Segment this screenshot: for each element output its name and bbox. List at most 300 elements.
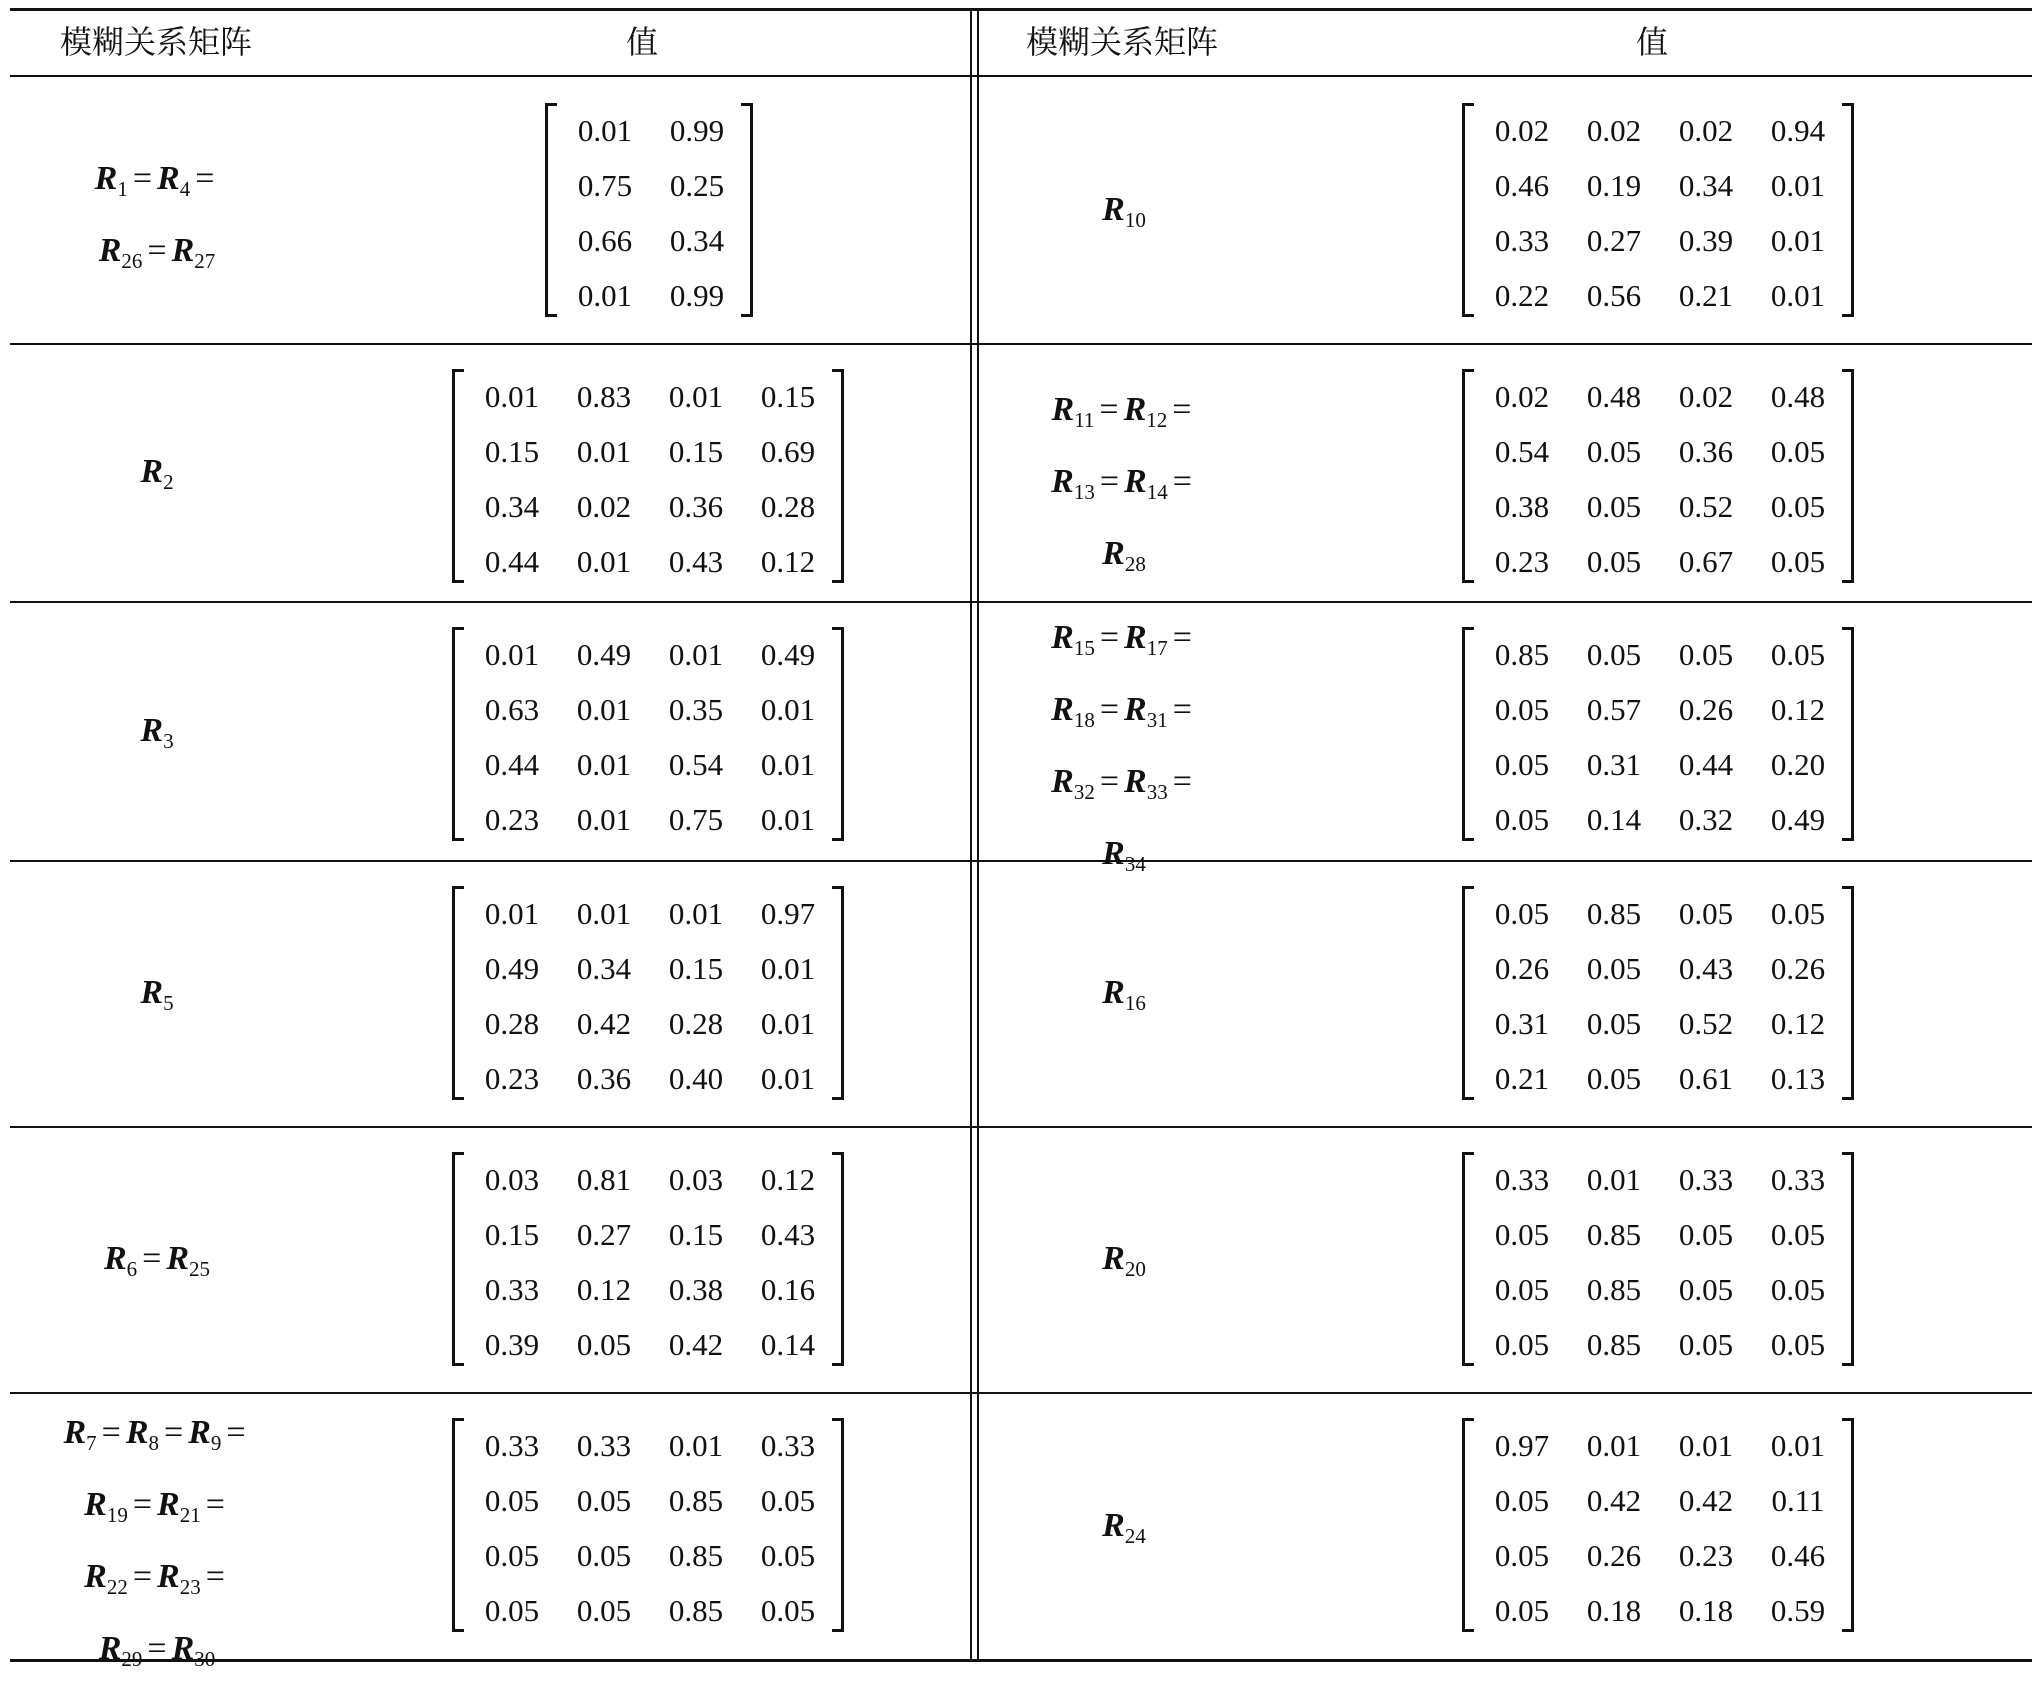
matrix-index: 13 [1073, 480, 1095, 504]
equals-sign: = [1099, 691, 1119, 728]
matrix-cell: 0.59 [1770, 1593, 1826, 1628]
matrix-cell: 0.02 [1494, 113, 1550, 148]
row-separator-rule [10, 343, 2032, 345]
matrix-index: 31 [1146, 708, 1168, 732]
matrix-symbol: $R_{25}$ [166, 1240, 211, 1281]
matrix-symbol: $R_{24}$ [1102, 1507, 1146, 1548]
matrix-cell: 0.01 [1770, 278, 1826, 313]
matrix-index: 11 [1074, 408, 1095, 432]
equals-sign: = [147, 1630, 167, 1667]
equals-sign: = [195, 160, 215, 197]
matrix-cell: 0.02 [1678, 113, 1734, 148]
matrix-cell: 0.23 [1678, 1538, 1734, 1573]
matrix-cell: 0.54 [1494, 434, 1550, 469]
matrix-symbol: $R_{20}$ [1102, 1240, 1146, 1281]
matrix-label [974, 1228, 1274, 1300]
matrix-cell: 0.01 [668, 896, 724, 931]
matrix-cell: 0.01 [760, 802, 816, 837]
matrix-cell: 0.05 [484, 1483, 540, 1518]
matrix-label [7, 1228, 307, 1300]
matrix-cell: 0.02 [1494, 379, 1550, 414]
matrix-cell: 0.05 [1678, 1217, 1734, 1252]
matrix-label-line [7, 1618, 307, 1690]
matrix-cell: 0.97 [760, 896, 816, 931]
matrix-index: 8 [148, 1431, 159, 1455]
matrix-label [7, 148, 307, 292]
matrix-cell: 0.02 [576, 489, 632, 524]
matrix-cell: 0.13 [1770, 1061, 1826, 1096]
matrix-cell: 0.26 [1678, 692, 1734, 727]
header-right-value: 值 [1636, 23, 1669, 61]
matrix-cell: 0.05 [1494, 747, 1550, 782]
matrix-cell: 0.63 [484, 692, 540, 727]
matrix-cell: 0.14 [760, 1327, 816, 1362]
table-top-rule [10, 8, 2032, 11]
matrix-cell: 0.54 [668, 747, 724, 782]
matrix-index: 34 [1124, 852, 1146, 876]
matrix-label [7, 700, 307, 772]
matrix-cell: 0.18 [1586, 1593, 1642, 1628]
matrix-cell: 0.20 [1770, 747, 1826, 782]
matrix-cell: 0.83 [576, 379, 632, 414]
row-separator-rule [10, 1126, 2032, 1128]
matrix-label-line [974, 179, 1274, 251]
matrix-cell: 0.05 [1770, 434, 1826, 469]
matrix-index: 1 [117, 177, 128, 201]
matrix-label [7, 1402, 307, 1690]
matrix-cell: 0.34 [1678, 168, 1734, 203]
matrix-cell: 0.01 [484, 637, 540, 672]
matrix-cell: 0.16 [760, 1272, 816, 1307]
matrix-index: 10 [1124, 208, 1146, 232]
matrix-cell: 0.11 [1771, 1483, 1825, 1518]
matrix-cell: 0.32 [1678, 802, 1734, 837]
matrix-cell: 0.75 [577, 168, 633, 203]
matrix-cell: 0.15 [668, 434, 724, 469]
matrix-cell: 0.85 [668, 1483, 724, 1518]
matrix-label-line [974, 679, 1274, 751]
matrix-cell: 0.27 [576, 1217, 632, 1252]
left-bracket [452, 1152, 464, 1366]
matrix-cell: 0.35 [668, 692, 724, 727]
matrix-label-line [974, 523, 1274, 595]
matrix-cell: 0.05 [1494, 1327, 1550, 1362]
row-separator-rule [10, 1392, 2032, 1394]
matrix-cell: 0.01 [576, 434, 632, 469]
matrix-cell: 0.15 [484, 1217, 540, 1252]
matrix-label [7, 441, 307, 513]
matrix-symbol: $R_{11}$ [1051, 391, 1095, 432]
matrix-cell: 0.25 [669, 168, 725, 203]
matrix-symbol: $R_{19}$ [84, 1486, 128, 1527]
matrix-symbol: $R_3$ [140, 712, 174, 753]
matrix-cell: 0.57 [1586, 692, 1642, 727]
matrix-cell: 0.05 [1494, 1483, 1550, 1518]
matrix-index: 24 [1124, 1524, 1146, 1548]
equals-sign: = [1172, 763, 1192, 800]
matrix-cell: 0.33 [1770, 1162, 1826, 1197]
matrix-values [1462, 1152, 1854, 1366]
matrix-cell: 0.34 [576, 951, 632, 986]
matrix-cell: 0.39 [484, 1327, 540, 1362]
matrix-cell: 0.49 [576, 637, 632, 672]
equals-sign: = [1099, 619, 1119, 656]
matrix-cell: 0.01 [1586, 1162, 1642, 1197]
header-right-label: 模糊关系矩阵 [1026, 23, 1219, 61]
matrix-symbol: $R_4$ [157, 160, 191, 201]
matrix-symbol: $R_{14}$ [1124, 463, 1168, 504]
left-bracket [1462, 1152, 1474, 1366]
equals-sign: = [1172, 463, 1192, 500]
equals-sign: = [142, 1240, 162, 1277]
matrix-cell: 0.05 [1770, 637, 1826, 672]
matrix-cell: 0.05 [1770, 896, 1826, 931]
matrix-cell: 0.66 [577, 223, 633, 258]
matrix-symbol: $R_{23}$ [157, 1558, 201, 1599]
left-bracket [452, 1418, 464, 1632]
matrix-cell: 0.49 [760, 637, 816, 672]
matrix-cell: 0.33 [1678, 1162, 1734, 1197]
matrix-cell: 0.48 [1770, 379, 1826, 414]
matrix-symbol: $R_{18}$ [1051, 691, 1095, 732]
matrix-cell: 0.05 [1586, 434, 1642, 469]
matrix-index: 9 [210, 1431, 222, 1455]
matrix-symbol: $R_{13}$ [1051, 463, 1095, 504]
matrix-symbol: $R_8$ [125, 1414, 159, 1455]
equals-sign: = [132, 1486, 152, 1523]
matrix-values [452, 1418, 844, 1632]
matrix-cell: 0.48 [1586, 379, 1642, 414]
matrix-cell: 0.05 [1586, 544, 1642, 579]
matrix-label-line [7, 962, 307, 1034]
matrix-cell: 0.05 [576, 1483, 632, 1518]
matrix-index: 29 [121, 1647, 143, 1671]
matrix-symbol: $R_{27}$ [171, 232, 216, 273]
matrix-cell: 0.36 [1678, 434, 1734, 469]
matrix-cell: 0.01 [760, 692, 816, 727]
table-bottom-rule [10, 1659, 2032, 1662]
matrix-label-line [7, 700, 307, 772]
matrix-cell: 0.34 [484, 489, 540, 524]
equals-sign: = [226, 1414, 246, 1451]
matrix-cell: 0.15 [484, 434, 540, 469]
matrix-cell: 0.12 [760, 544, 816, 579]
matrix-cell: 0.42 [668, 1327, 724, 1362]
matrix-index: 20 [1124, 1257, 1146, 1281]
matrix-cell: 0.99 [669, 278, 725, 313]
matrix-cell: 0.01 [1586, 1428, 1642, 1463]
matrix-index: 2 [163, 470, 174, 494]
matrix-index: 22 [106, 1575, 128, 1599]
matrix-cell: 0.67 [1678, 544, 1734, 579]
matrix-symbol: $R_{29}$ [98, 1630, 143, 1671]
matrix-cell: 0.05 [760, 1483, 816, 1518]
left-bracket [1462, 369, 1474, 583]
matrix-cell: 0.05 [1770, 544, 1826, 579]
matrix-cell: 0.01 [576, 544, 632, 579]
equals-sign: = [1172, 691, 1192, 728]
matrix-cell: 0.23 [484, 802, 540, 837]
matrix-label [974, 379, 1274, 595]
matrix-cell: 0.15 [760, 379, 816, 414]
matrix-cell: 0.40 [668, 1061, 724, 1096]
matrix-cell: 0.61 [1678, 1061, 1734, 1096]
matrix-cell: 0.01 [760, 747, 816, 782]
matrix-cell: 0.36 [668, 489, 724, 524]
matrix-cell: 0.94 [1770, 113, 1826, 148]
matrix-cell: 0.01 [484, 379, 540, 414]
matrix-cell: 0.05 [576, 1327, 632, 1362]
matrix-cell: 0.05 [1770, 1327, 1826, 1362]
matrix-cell: 0.21 [1494, 1061, 1550, 1096]
matrix-symbol: $R_{22}$ [84, 1558, 128, 1599]
matrix-label [974, 962, 1274, 1034]
matrix-label-line [974, 607, 1274, 679]
matrix-cell: 0.43 [1678, 951, 1734, 986]
matrix-symbol: $R_2$ [140, 453, 174, 494]
matrix-label-line [7, 148, 307, 220]
matrix-cell: 0.42 [1678, 1483, 1734, 1518]
matrix-symbol: $R_{34}$ [1102, 835, 1146, 876]
matrix-cell: 0.52 [1678, 489, 1734, 524]
matrix-cell: 0.99 [669, 113, 725, 148]
matrix-cell: 0.34 [669, 223, 725, 258]
matrix-cell: 0.01 [576, 692, 632, 727]
matrix-symbol: $R_{32}$ [1051, 763, 1095, 804]
matrix-cell: 0.33 [1494, 223, 1550, 258]
matrix-cell: 0.12 [1770, 1006, 1826, 1041]
matrix-cell: 0.85 [1586, 896, 1642, 931]
matrix-index: 18 [1073, 708, 1095, 732]
matrix-index: 6 [126, 1257, 138, 1281]
matrix-cell: 0.05 [1494, 896, 1550, 931]
matrix-cell: 0.33 [760, 1428, 816, 1463]
matrix-cell: 0.05 [484, 1538, 540, 1573]
matrix-values [452, 627, 844, 841]
left-bracket [1462, 103, 1474, 317]
matrix-cell: 0.23 [1494, 544, 1550, 579]
matrix-cell: 0.19 [1586, 168, 1642, 203]
matrix-cell: 0.18 [1678, 1593, 1734, 1628]
matrix-index: 21 [179, 1503, 201, 1527]
matrix-cell: 0.43 [668, 544, 724, 579]
matrix-cell: 0.05 [1770, 1272, 1826, 1307]
matrix-label-line [7, 1546, 307, 1618]
matrix-index: 5 [163, 991, 174, 1015]
matrix-values [1462, 1418, 1854, 1632]
matrix-cell: 0.05 [1770, 489, 1826, 524]
matrix-symbol: $R_{28}$ [1102, 535, 1146, 576]
matrix-cell: 0.01 [668, 379, 724, 414]
matrix-symbol: $R_{26}$ [98, 232, 143, 273]
matrix-cell: 0.01 [760, 1006, 816, 1041]
matrix-cell: 0.31 [1586, 747, 1642, 782]
matrix-cell: 0.01 [484, 896, 540, 931]
matrix-cell: 0.46 [1494, 168, 1550, 203]
row-separator-rule [10, 601, 2032, 603]
matrix-symbol: $R_9$ [188, 1414, 222, 1455]
left-bracket [545, 103, 557, 317]
matrix-cell: 0.43 [760, 1217, 816, 1252]
matrix-cell: 0.05 [760, 1593, 816, 1628]
equals-sign: = [205, 1558, 225, 1595]
matrix-label-line [974, 751, 1274, 823]
left-bracket [1462, 627, 1474, 841]
matrix-index: 3 [163, 729, 174, 753]
matrix-cell: 0.01 [1678, 1428, 1734, 1463]
matrix-cell: 0.26 [1494, 951, 1550, 986]
matrix-symbol: $R_7$ [63, 1414, 97, 1455]
equals-sign: = [1172, 619, 1192, 656]
matrix-cell: 0.01 [576, 802, 632, 837]
matrix-cell: 0.28 [760, 489, 816, 524]
matrix-index: 32 [1073, 780, 1095, 804]
header-left-value: 值 [626, 23, 659, 61]
matrix-label-line [7, 1228, 307, 1300]
matrix-cell: 0.44 [484, 747, 540, 782]
matrix-cell: 0.05 [1586, 1006, 1642, 1041]
matrix-values [545, 103, 753, 317]
column-divider-line [970, 8, 972, 1662]
matrix-label [974, 179, 1274, 251]
matrix-cell: 0.49 [484, 951, 540, 986]
matrix-symbol: $R_6$ [103, 1240, 138, 1281]
matrix-cell: 0.42 [1586, 1483, 1642, 1518]
equals-sign: = [164, 1414, 184, 1451]
equals-sign: = [1172, 391, 1192, 428]
matrix-cell: 0.26 [1770, 951, 1826, 986]
matrix-cell: 0.05 [1770, 1217, 1826, 1252]
matrix-cell: 0.69 [760, 434, 816, 469]
matrix-cell: 0.03 [484, 1162, 540, 1197]
matrix-cell: 0.12 [576, 1272, 632, 1307]
matrix-cell: 0.33 [576, 1428, 632, 1463]
matrix-cell: 0.05 [1678, 637, 1734, 672]
equals-sign: = [132, 1558, 152, 1595]
matrix-cell: 0.05 [1678, 1272, 1734, 1307]
matrix-cell: 0.01 [576, 747, 632, 782]
matrix-index: 16 [1124, 991, 1146, 1015]
matrix-cell: 0.01 [1770, 1428, 1826, 1463]
matrix-cell: 0.21 [1678, 278, 1734, 313]
equals-sign: = [1099, 391, 1119, 428]
matrix-cell: 0.01 [1770, 223, 1826, 258]
header-left-label: 模糊关系矩阵 [60, 23, 253, 61]
matrix-cell: 0.05 [1494, 692, 1550, 727]
matrix-index: 30 [194, 1647, 216, 1671]
matrix-values [1462, 627, 1854, 841]
matrix-cell: 0.01 [760, 1061, 816, 1096]
matrix-values [1462, 886, 1854, 1100]
matrix-cell: 0.28 [484, 1006, 540, 1041]
matrix-cell: 0.56 [1586, 278, 1642, 313]
matrix-cell: 0.15 [668, 1217, 724, 1252]
matrix-label-line [974, 379, 1274, 451]
matrix-label [7, 962, 307, 1034]
matrix-symbol: $R_{17}$ [1124, 619, 1168, 660]
matrix-cell: 0.85 [1586, 1327, 1642, 1362]
matrix-index: 33 [1146, 780, 1168, 804]
left-bracket [452, 627, 464, 841]
equals-sign: = [1099, 463, 1119, 500]
matrix-index: 14 [1146, 480, 1168, 504]
matrix-symbol: $R_1$ [94, 160, 128, 201]
matrix-cell: 0.26 [1586, 1538, 1642, 1573]
matrix-cell: 0.52 [1678, 1006, 1734, 1041]
matrix-cell: 0.85 [1494, 637, 1550, 672]
matrix-symbol: $R_{10}$ [1102, 191, 1146, 232]
left-bracket [1462, 886, 1474, 1100]
matrix-cell: 0.12 [760, 1162, 816, 1197]
matrix-cell: 0.05 [1494, 1272, 1550, 1307]
matrix-symbol: $R_{12}$ [1123, 391, 1168, 432]
matrix-cell: 0.44 [1678, 747, 1734, 782]
equals-sign: = [147, 232, 167, 269]
matrix-label-line [974, 1228, 1274, 1300]
matrix-index: 28 [1124, 552, 1146, 576]
matrix-cell: 0.05 [1494, 1217, 1550, 1252]
matrix-cell: 0.22 [1494, 278, 1550, 313]
matrix-cell: 0.44 [484, 544, 540, 579]
matrix-index: 27 [194, 249, 216, 273]
equals-sign: = [101, 1414, 121, 1451]
matrix-cell: 0.05 [1586, 1061, 1642, 1096]
matrix-cell: 0.33 [484, 1428, 540, 1463]
matrix-cell: 0.05 [1494, 1538, 1550, 1573]
matrix-cell: 0.01 [668, 637, 724, 672]
matrix-cell: 0.14 [1586, 802, 1642, 837]
matrix-symbol: $R_{31}$ [1124, 691, 1168, 732]
matrix-values [1462, 369, 1854, 583]
matrix-label-line [7, 441, 307, 513]
matrix-index: 15 [1073, 636, 1095, 660]
matrix-cell: 0.05 [1678, 1327, 1734, 1362]
matrix-cell: 0.36 [576, 1061, 632, 1096]
matrix-cell: 0.39 [1678, 223, 1734, 258]
matrix-index: 25 [189, 1257, 211, 1281]
matrix-cell: 0.05 [576, 1538, 632, 1573]
matrix-cell: 0.01 [668, 1428, 724, 1463]
equals-sign: = [205, 1486, 225, 1523]
matrix-cell: 0.97 [1494, 1428, 1550, 1463]
matrix-cell: 0.02 [1678, 379, 1734, 414]
left-bracket [452, 369, 464, 583]
matrix-label [974, 1495, 1274, 1567]
matrix-cell: 0.42 [576, 1006, 632, 1041]
left-bracket [1462, 1418, 1474, 1632]
matrix-values [452, 369, 844, 583]
matrix-cell: 0.33 [484, 1272, 540, 1307]
matrix-cell: 0.85 [1586, 1272, 1642, 1307]
matrix-cell: 0.05 [1494, 802, 1550, 837]
matrix-cell: 0.23 [484, 1061, 540, 1096]
matrix-index: 23 [179, 1575, 201, 1599]
left-bracket [452, 886, 464, 1100]
matrix-cell: 0.05 [1678, 896, 1734, 931]
matrix-cell: 0.01 [576, 896, 632, 931]
matrix-cell: 0.03 [668, 1162, 724, 1197]
matrix-cell: 0.38 [668, 1272, 724, 1307]
matrix-label [974, 607, 1274, 895]
matrix-cell: 0.05 [760, 1538, 816, 1573]
matrix-cell: 0.38 [1494, 489, 1550, 524]
matrix-cell: 0.46 [1770, 1538, 1826, 1573]
matrix-cell: 0.05 [1586, 637, 1642, 672]
matrix-label-line [974, 1495, 1274, 1567]
matrix-index: 17 [1146, 636, 1168, 660]
matrix-cell: 0.85 [668, 1593, 724, 1628]
matrix-symbol: $R_{30}$ [171, 1630, 216, 1671]
